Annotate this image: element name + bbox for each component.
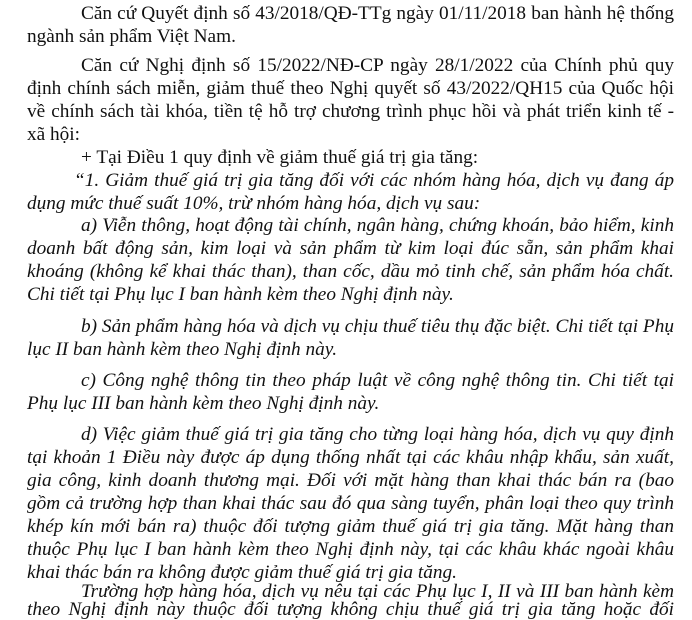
quoted-text-line: khoáng (không kể khai thác than), than cốc, dầu mỏ tinh chế, sản phẩm hóa chất.	[27, 261, 674, 282]
quoted-text-line: gồm cả trường hợp than khai thác sau đó qua sàng tuyển, phân loại theo quy trình	[27, 493, 674, 514]
text-line: + Tại Điều 1 quy định về giảm thuế giá trị gia tăng:	[81, 147, 479, 168]
text-line: ngành sản phẩm Việt Nam.	[27, 26, 236, 47]
quoted-text-line: thuộc Phụ lục I ban hành kèm theo Nghị định này, tại các khâu khác ngoài khâu	[27, 539, 674, 560]
quoted-text-line: d) Việc giảm thuế giá trị gia tăng cho từng loại hàng hóa, dịch vụ quy định	[81, 424, 674, 445]
quoted-text-line: “1. Giảm thuế giá trị gia tăng đối với các nhóm hàng hóa, dịch vụ đang áp	[74, 170, 674, 191]
quoted-text-line: doanh bất động sản, kim loại và sản phẩm từ kim loại đúc sẵn, sản phẩm khai	[27, 238, 674, 259]
quoted-text-line: theo Nghị định này thuộc đối tượng không chịu thuế giá trị gia tăng hoặc đối	[27, 599, 674, 620]
text-line: Căn cứ Nghị định số 15/2022/NĐ-CP ngày 28/1/2022 của Chính phủ quy	[81, 55, 674, 76]
quoted-text-line: tại khoản 1 Điều này được áp dụng thống nhất tại các khâu nhập khẩu, sản xuất,	[27, 447, 674, 468]
quoted-text-line: khép kín mới bán ra) thuộc đối tượng giảm thuế giá trị gia tăng. Mặt hàng than	[27, 516, 674, 537]
text-line: về chính sách tài khóa, tiền tệ hỗ trợ chương trình phục hồi và phát triển kinh tế -	[27, 101, 674, 122]
quoted-text-line: Phụ lục III ban hành kèm theo Nghị định này.	[27, 393, 380, 414]
quoted-text-line: dụng mức thuế suất 10%, trừ nhóm hàng hóa, dịch vụ sau:	[27, 193, 481, 214]
quoted-text-line: khai thác bán ra không được giảm thuế giá trị gia tăng.	[27, 562, 457, 583]
text-line: Căn cứ Quyết định số 43/2018/QĐ-TTg ngày 01/11/2018 ban hành hệ thống	[81, 3, 674, 24]
quoted-text-line: gia công, kinh doanh thương mại. Đối với mặt hàng than khai thác bán ra (bao	[27, 470, 674, 491]
quoted-text-line: c) Công nghệ thông tin theo pháp luật về công nghệ thông tin. Chi tiết tại	[81, 370, 674, 391]
quoted-text-line: b) Sản phẩm hàng hóa và dịch vụ chịu thuế tiêu thụ đặc biệt. Chi tiết tại Phụ	[81, 316, 674, 337]
text-line: xã hội:	[27, 124, 81, 145]
text-line: định chính sách miễn, giảm thuế theo Nghị quyết số 43/2022/QH15 của Quốc hội	[27, 78, 674, 99]
quoted-text-line: Chi tiết tại Phụ lục I ban hành kèm theo Nghị định này.	[27, 284, 454, 305]
quoted-text-line: Trường hợp hàng hóa, dịch vụ nêu tại các Phụ lục I, II và III ban hành kèm	[81, 581, 674, 602]
quoted-text-line: lục II ban hành kèm theo Nghị định này.	[27, 339, 338, 360]
quoted-text-line: a) Viễn thông, hoạt động tài chính, ngân hàng, chứng khoán, bảo hiểm, kinh	[81, 215, 674, 236]
